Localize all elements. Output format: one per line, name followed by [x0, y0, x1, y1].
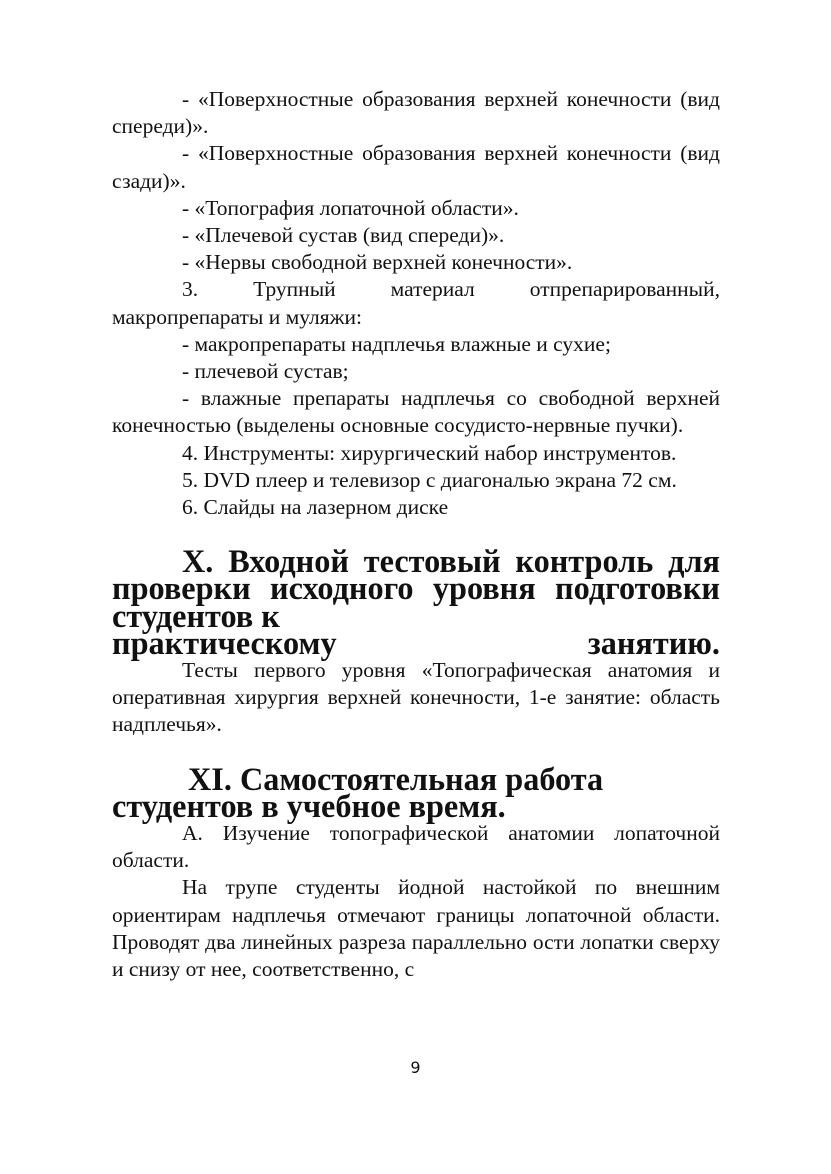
paragraph: На трупе студенты йодной настойкой по внешним ориентирам надплечья отмечают границы лопаточной области. Проводят два линейных разреза параллельно ости лопатки сверху и снизу от нее, соответственно, с [112, 875, 720, 982]
section-heading-line: практическому занятию. [112, 624, 720, 661]
list-item: - «Поверхностные образования верхней конечности (вид спереди)». [112, 87, 720, 139]
list-item: - «Нервы свободной верхней конечности». [182, 250, 573, 275]
paragraph: Тесты первого уровня «Топографическая анатомия и оперативная хирургия верхней конечности, 1-е занятие: область надплечья». [112, 658, 720, 737]
list-item: - влажные препараты надплечья со свободной верхней конечностью (выделены основные сосудисто-нервные пучки). [112, 386, 720, 438]
list-item: 4. Инструменты: хирургический набор инструментов. [182, 440, 677, 465]
section-heading [112, 543, 720, 661]
list-item: 3. Трупный материал отпрепарированный, макропрепараты и муляжи: [112, 277, 720, 329]
list-item: - плечевой сустав; [182, 359, 349, 384]
list-item: - макропрепараты надплечья влажные и сухие; [182, 331, 611, 356]
list-item: 5. DVD плеер и телевизор с диагональю экрана 72 см. [182, 467, 677, 492]
paragraph: А. Изучение топографической анатомии лопаточной области. [112, 821, 720, 873]
page-body [112, 86, 720, 983]
list-item: 6. Слайды на лазерном диске [182, 495, 449, 520]
list-item: - «Топография лопаточной области». [182, 195, 519, 220]
list-item: - «Плечевой сустав (вид спереди)». [182, 223, 505, 248]
section-heading-line: X. Входной тестовый контроль для проверки исходного уровня подготовки студентов к [112, 543, 720, 634]
section-heading: XI. Самостоятельная работа студентов в учебное время. [112, 760, 604, 824]
page-number: 9 [410, 1058, 421, 1077]
list-item: - «Поверхностные образования верхней конечности (вид сзади)». [112, 141, 720, 193]
